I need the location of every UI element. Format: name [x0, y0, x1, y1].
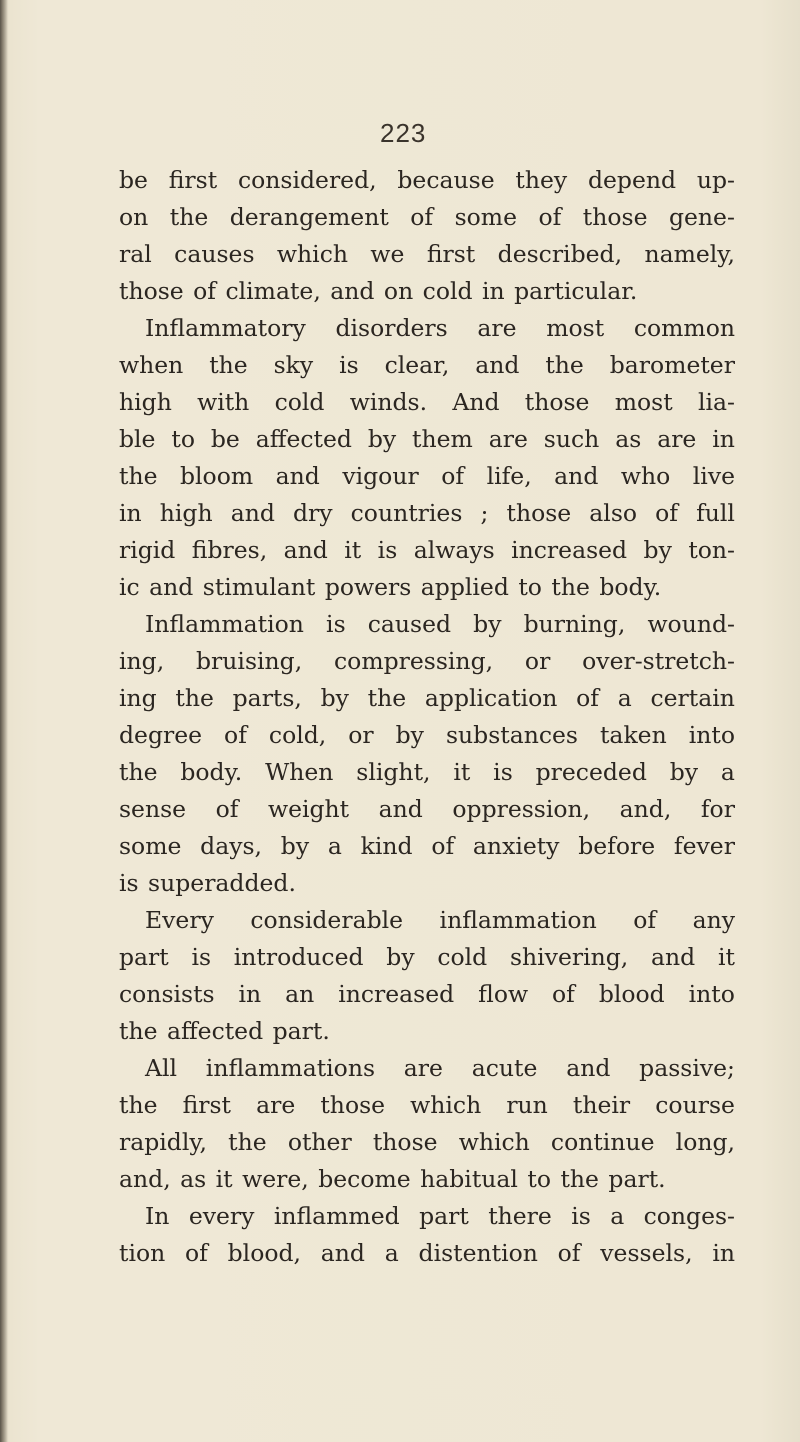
- text-line: in high and dry countries ; those also of full: [119, 499, 735, 527]
- text-line: consists in an increased flow of blood into: [119, 980, 735, 1008]
- text-line: part is introduced by cold shivering, and it: [119, 943, 735, 971]
- text-line: ing, bruising, compressing, or over-stretch-: [119, 647, 735, 675]
- text-line: Every considerable inflammation of any: [145, 906, 735, 934]
- text-line: tion of blood, and a distention of vessels, in: [119, 1239, 735, 1267]
- text-line: the first are those which run their course: [119, 1091, 735, 1119]
- body-text: [119, 162, 735, 1272]
- text-line: ral causes which we first described, namely,: [119, 240, 735, 268]
- text-line: Inflammatory disorders are most common: [145, 314, 735, 342]
- text-line: the body. When slight, it is preceded by a: [119, 758, 735, 786]
- text-line: high with cold winds. And those most lia-: [119, 388, 735, 416]
- text-line: is superadded.: [119, 869, 296, 897]
- text-line: ble to be affected by them are such as are in: [119, 425, 735, 453]
- text-line: and, as it were, become habitual to the part.: [119, 1165, 666, 1193]
- text-line: some days, by a kind of anxiety before fever: [119, 832, 735, 860]
- text-line: on the derangement of some of those gene-: [119, 203, 735, 231]
- text-line: sense of weight and oppression, and, for: [119, 795, 735, 823]
- text-line: ing the parts, by the application of a certain: [119, 684, 735, 712]
- text-line: be first considered, because they depend up-: [119, 166, 735, 194]
- text-line: Inflammation is caused by burning, wound-: [145, 610, 735, 638]
- text-line: the bloom and vigour of life, and who live: [119, 462, 735, 490]
- text-line: the affected part.: [119, 1017, 330, 1045]
- text-line: rapidly, the other those which continue long,: [119, 1128, 735, 1156]
- binding-gutter: [0, 0, 8, 1442]
- text-line: In every inflammed part there is a conges-: [145, 1202, 735, 1230]
- text-line: ic and stimulant powers applied to the body.: [119, 573, 662, 601]
- text-line: those of climate, and on cold in particular.: [119, 277, 638, 305]
- text-line: when the sky is clear, and the barometer: [119, 351, 735, 379]
- text-line: rigid fibres, and it is always increased by ton-: [119, 536, 735, 564]
- text-line: All inflammations are acute and passive;: [145, 1054, 735, 1082]
- page-number: 223: [380, 118, 427, 148]
- text-line: degree of cold, or by substances taken into: [119, 721, 735, 749]
